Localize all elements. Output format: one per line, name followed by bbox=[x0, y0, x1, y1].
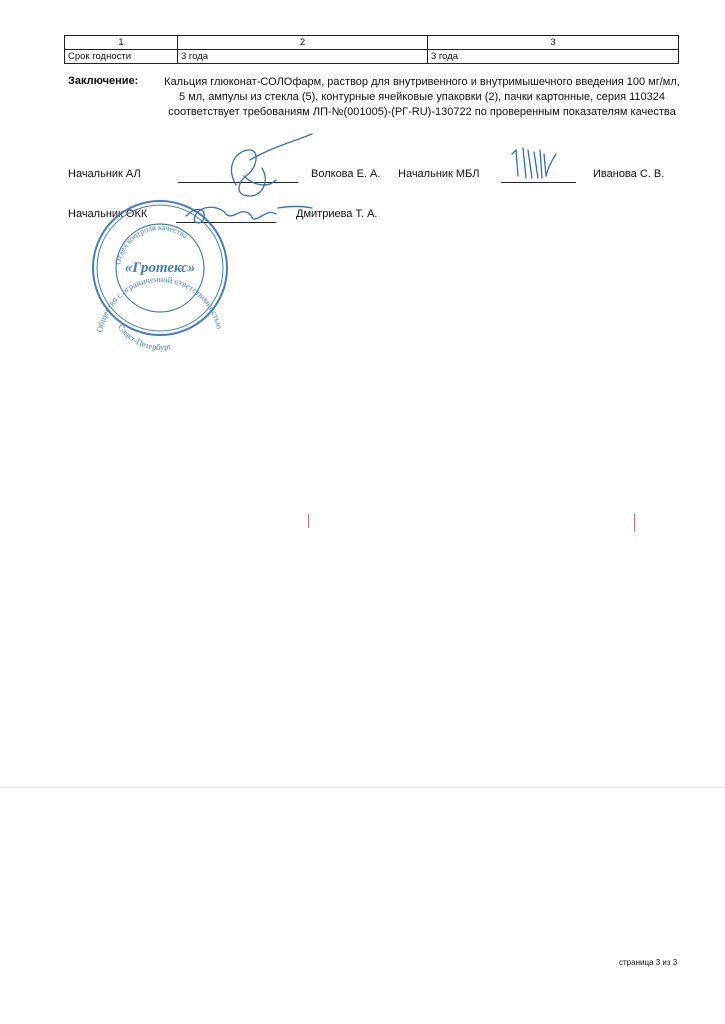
stamp-inner-text: Отдел контроля качества bbox=[113, 222, 190, 266]
fold-line bbox=[0, 787, 725, 788]
signature-line bbox=[501, 182, 576, 183]
table-row bbox=[65, 50, 679, 64]
table-header-cell: 2 bbox=[178, 36, 428, 50]
table-header-cell: 1 bbox=[65, 36, 178, 50]
signature-dmitrieva bbox=[186, 207, 312, 223]
head-al-title: Начальник АЛ bbox=[68, 168, 141, 180]
head-mbl-title: Начальник МБЛ bbox=[398, 168, 480, 180]
signature-ivanova bbox=[512, 148, 556, 178]
head-mbl-name: Иванова С. В. bbox=[593, 168, 665, 180]
page-number: страница 3 из 3 bbox=[619, 958, 678, 967]
table-header-row bbox=[65, 36, 679, 50]
table-cell: 3 года bbox=[178, 50, 428, 64]
signature-line bbox=[176, 222, 276, 223]
company-stamp bbox=[93, 201, 227, 352]
scan-mark bbox=[308, 514, 309, 528]
signature-line bbox=[178, 182, 298, 183]
quality-table bbox=[64, 35, 679, 64]
conclusion-label: Заключение: bbox=[68, 75, 139, 87]
table-cell: 3 года bbox=[428, 50, 679, 64]
signature-volkova bbox=[232, 134, 312, 196]
head-okk-name: Дмитриева Т. А. bbox=[296, 208, 378, 220]
table-header-cell: 3 bbox=[428, 36, 679, 50]
stamp-ring-text: Общество с ограниченной ответственностью bbox=[94, 273, 225, 334]
scan-mark bbox=[634, 514, 635, 532]
head-okk-title: Начальник ОКК bbox=[68, 208, 148, 220]
stamp-center-text: «Гротекс» bbox=[124, 260, 196, 276]
head-al-name: Волкова Е. А. bbox=[311, 168, 381, 180]
conclusion-text: Кальция глюконат-СОЛОфарм, раствор для внутривенного и внутримышечного введения 100 мг/мл, 5 мл, ампулы из стекла (5), контурные ячейковые упаковки (2), пачки картонные, серия 110324 соответствует требованиям ЛП-№(001005)-(РГ-RU)-130722 по проверенным показателям качества bbox=[164, 76, 680, 118]
stamp-bottom-text: Санкт-Петербург bbox=[116, 322, 173, 353]
table-cell: Срок годности bbox=[65, 50, 178, 64]
